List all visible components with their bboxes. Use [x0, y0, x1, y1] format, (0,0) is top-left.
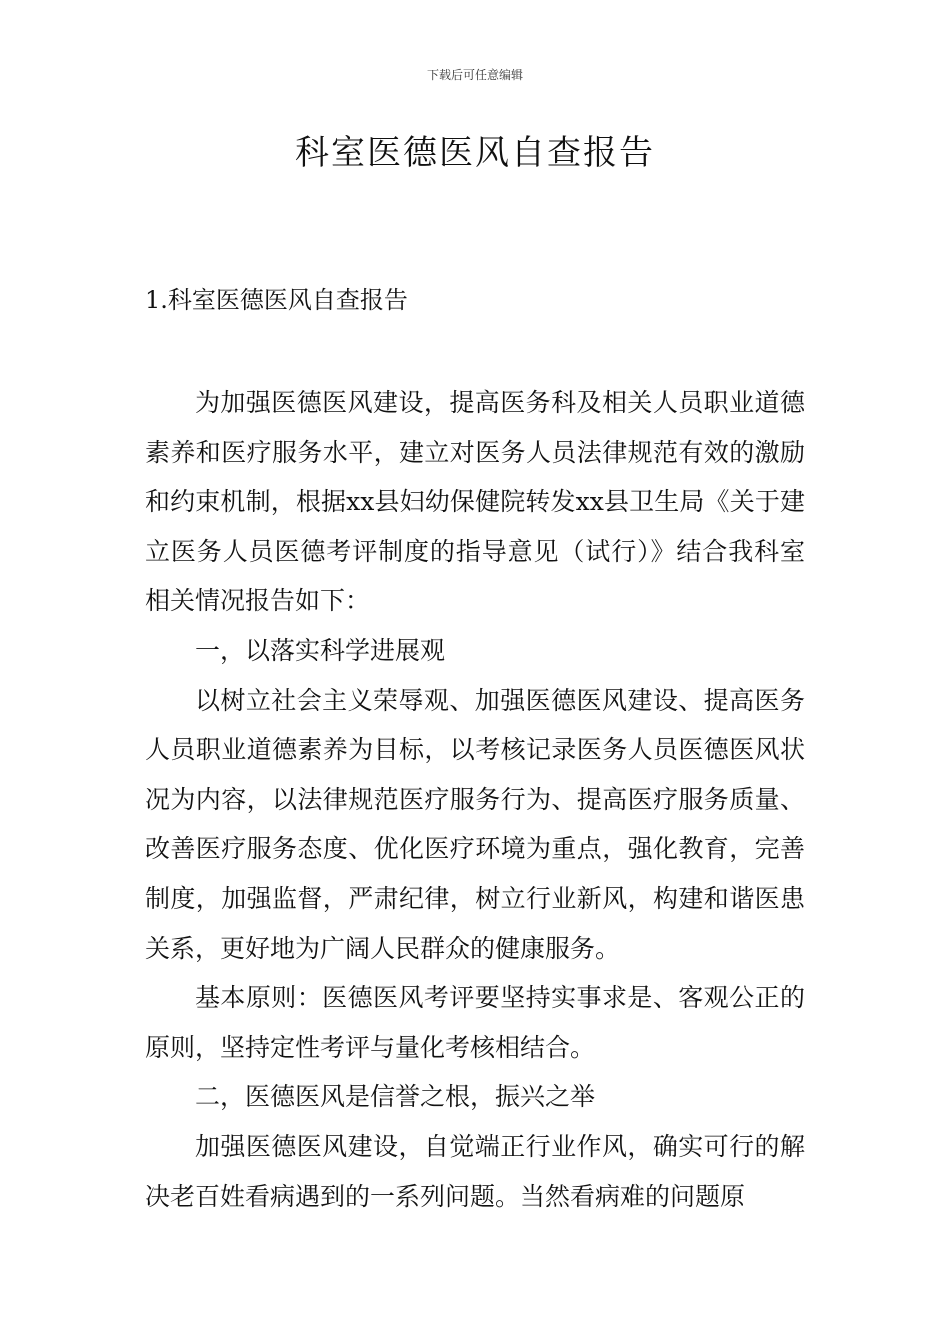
- paragraph-heading-two: 二，医德医风是信誉之根，振兴之举: [195, 1082, 596, 1112]
- paragraph-principles: 基本原则：医德医风考评要坚持实事求是、客观公正的原则，坚持定性考评与量化考核相结合。: [145, 983, 805, 1062]
- paragraph-heading-one: 一，以落实科学进展观: [195, 635, 446, 665]
- document-body: [145, 378, 805, 1221]
- header-note: 下载后可任意编辑: [426, 68, 523, 82]
- paragraph-conduct: 加强医德医风建设，自觉端正行业作风，确实可行的解决老百姓看病遇到的一系列问题。当然看病难的问题原: [145, 1131, 805, 1211]
- paragraph-intro: 为加强医德医风建设，提高医务科及相关人员职业道德素养和医疗服务水平，建立对医务人员法律规范有效的激励和约束机制，根据xx县妇幼保健院转发xx县卫生局《关于建立医务人员医德考评制度的指导意见（试行）》结合我科室相关情况报告如下：: [145, 388, 805, 616]
- section-heading: 1.科室医德医风自查报告: [145, 286, 408, 314]
- document-title: 科室医德医风自查报告: [295, 133, 655, 173]
- paragraph-goals: 以树立社会主义荣辱观、加强医德医风建设、提高医务人员职业道德素养为目标，以考核记录医务人员医德医风状况为内容，以法律规范医疗服务行为、提高医疗服务质量、改善医疗服务态度、优化医疗环境为重点，强化教育，完善制度，加强监督，严肃纪律，树立行业新风，构建和谐医患关系，更好地为广阔人民群众的健康服务。: [145, 685, 805, 963]
